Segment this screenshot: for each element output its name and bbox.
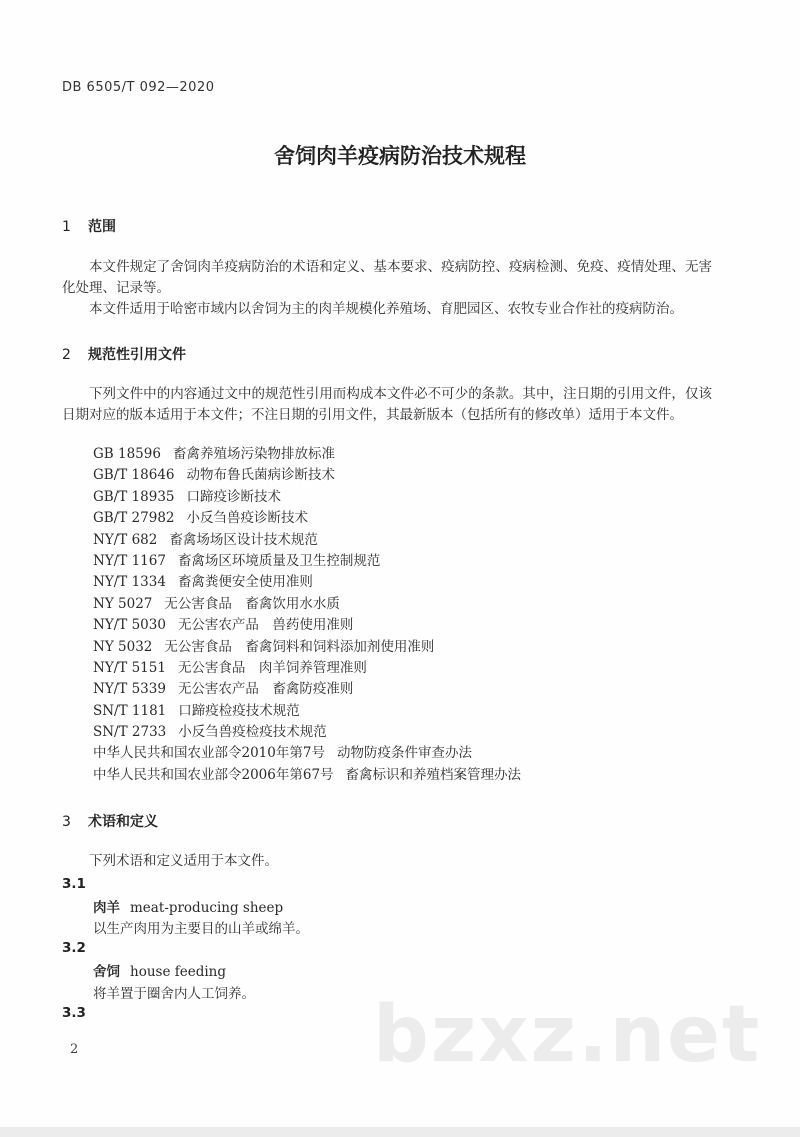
- reference-code: NY/T 1167: [93, 552, 166, 569]
- reference-code: NY 5032: [93, 638, 153, 655]
- document-title: 舍饲肉羊疫病防治技术规程: [274, 144, 526, 168]
- reference-item: [93, 765, 521, 786]
- section-3-heading: [62, 811, 158, 831]
- reference-code: GB 18596: [93, 446, 161, 462]
- section-2-heading: [62, 344, 186, 364]
- reference-item: [93, 444, 521, 465]
- reference-code: SN/T 1181: [93, 702, 167, 719]
- reference-item: [93, 465, 521, 486]
- reference-title: 无公害农产品 畜禽防疫准则: [177, 681, 354, 698]
- section-title: 规范性引用文件: [88, 347, 186, 363]
- reference-title: 无公害食品 畜禽饲料和饲料添加剂使用准则: [164, 638, 435, 655]
- term-number: 3.1: [62, 876, 86, 892]
- reference-code: GB/T 27982: [93, 510, 175, 527]
- reference-item: [93, 487, 521, 508]
- reference-item: [93, 572, 521, 593]
- term-number: 3.2: [62, 940, 86, 956]
- terms-intro: 下列术语和定义适用于本文件。: [89, 853, 278, 869]
- reference-code: SN/T 2733: [93, 724, 167, 741]
- reference-title: 无公害食品 肉羊饲养管理准则: [177, 659, 367, 676]
- reference-title: 动物防疫条件审查办法: [336, 745, 472, 762]
- section-number: 1: [62, 219, 71, 235]
- term-name: [93, 896, 283, 916]
- reference-item: [93, 551, 521, 572]
- reference-title: 畜禽标识和养殖档案管理办法: [345, 766, 522, 783]
- term-definition: 以生产肉用为主要目的山羊或绵羊。: [93, 921, 309, 937]
- reference-list: [93, 444, 521, 786]
- reference-item: [93, 679, 521, 700]
- reference-code: GB/T 18935: [93, 488, 175, 505]
- reference-item: [93, 743, 521, 764]
- reference-item: [93, 530, 521, 551]
- reference-code: NY/T 5339: [93, 681, 166, 698]
- reference-code: NY/T 5030: [93, 617, 166, 634]
- reference-item: [93, 637, 521, 658]
- reference-code: 中华人民共和国农业部令2010年第7号: [93, 745, 325, 762]
- page-number: 2: [70, 1042, 79, 1057]
- section-title: 术语和定义: [88, 814, 158, 830]
- scope-paragraph-1: 本文件规定了舍饲肉羊疫病防治的术语和定义、基本要求、疫病防控、疫病检测、免疫、疫情处理、无害化处理、记录等。: [62, 259, 712, 296]
- reference-item: [93, 722, 521, 743]
- reference-code: NY/T 1334: [93, 574, 166, 591]
- reference-item: [93, 594, 521, 615]
- section-1-heading: [62, 216, 116, 236]
- reference-item: [93, 701, 521, 722]
- section-number: 2: [62, 347, 71, 363]
- reference-title: 无公害农产品 兽药使用准则: [177, 617, 354, 634]
- document-code: DB 6505/T 092—2020: [62, 80, 215, 95]
- reference-title: 口蹄疫检疫技术规范: [178, 702, 300, 719]
- term-definition: 将羊置于圈舍内人工饲养。: [93, 986, 255, 1002]
- section-title: 范围: [88, 219, 116, 235]
- reference-title: 无公害食品 畜禽饮用水水质: [164, 595, 340, 612]
- reference-title: 小反刍兽疫检疫技术规范: [178, 724, 327, 741]
- reference-code: GB/T 18646: [93, 467, 175, 484]
- scope-paragraph-2: 本文件适用于哈密市域内以舍饲为主的肉羊规模化养殖场、育肥园区、农牧专业合作社的疫病防治。: [89, 301, 683, 317]
- section-number: 3: [62, 814, 71, 830]
- reference-title: 畜禽场区环境质量及卫生控制规范: [177, 552, 381, 569]
- reference-code: NY 5027: [93, 595, 153, 612]
- reference-code: NY/T 682: [93, 531, 158, 548]
- reference-title: 口蹄疫诊断技术: [186, 488, 281, 505]
- term-name-zh: 舍饲: [93, 964, 120, 980]
- term-name: [93, 960, 226, 980]
- term-name-zh: 肉羊: [93, 900, 120, 916]
- reference-item: [93, 658, 521, 679]
- watermark: bzxz.net: [373, 990, 762, 1080]
- page-bottom-edge: [0, 1127, 800, 1137]
- term-name-en: meat-producing sheep: [130, 900, 284, 916]
- reference-title: 畜禽场场区设计技术规范: [169, 531, 318, 548]
- reference-title: 畜禽养殖场污染物排放标准: [172, 446, 335, 462]
- reference-title: 小反刍兽疫诊断技术: [186, 510, 308, 527]
- reference-title: 畜禽粪便安全使用准则: [177, 574, 313, 591]
- term-number: 3.3: [62, 1005, 86, 1021]
- reference-title: 动物布鲁氏菌病诊断技术: [186, 467, 335, 484]
- term-name-en: house feeding: [130, 964, 226, 980]
- reference-item: [93, 615, 521, 636]
- reference-code: NY/T 5151: [93, 659, 166, 676]
- reference-code: 中华人民共和国农业部令2006年第67号: [93, 766, 334, 783]
- references-intro: 下列文件中的内容通过文中的规范性引用而构成本文件必不可少的条款。其中，注日期的引用文件，仅该日期对应的版本适用于本文件；不注日期的引用文件，其最新版本（包括所有的修改单）适用于本文件。: [62, 386, 712, 423]
- reference-item: [93, 508, 521, 529]
